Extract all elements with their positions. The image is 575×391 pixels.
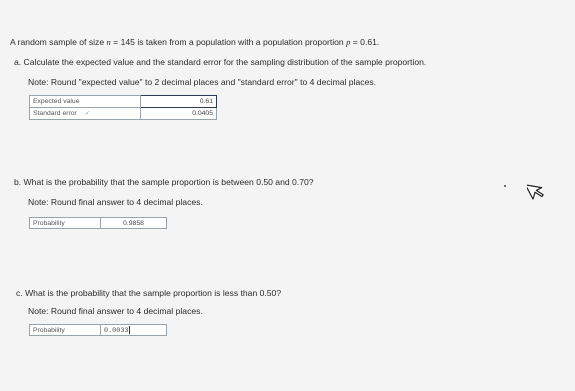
part-c-answer-table xyxy=(29,324,167,336)
part-a-prompt: a. Calculate the expected value and the standard error for the sampling distribution of the sample proportion. xyxy=(14,57,427,67)
table-row xyxy=(30,108,217,120)
expected-value-label: Expected value xyxy=(30,96,141,108)
part-c-note: Note: Round final answer to 4 decimal places. xyxy=(28,306,203,316)
probability-input-c-value: 0.0033 xyxy=(104,326,129,335)
stray-dot xyxy=(504,185,506,187)
part-c-prompt: c. What is the probability that the sample proportion is less than 0.50? xyxy=(16,288,282,298)
part-b-note: Note: Round final answer to 4 decimal places. xyxy=(28,197,203,207)
probability-input-b[interactable]: 0.9858 xyxy=(101,218,167,229)
probability-input-c[interactable] xyxy=(101,325,167,336)
check-icon: ✓ xyxy=(84,111,90,117)
part-b-prompt: b. What is the probability that the sample proportion is between 0.50 and 0.70? xyxy=(14,177,314,187)
standard-error-input[interactable]: 0.0405 xyxy=(141,108,217,120)
part-b-answer-table xyxy=(29,217,167,229)
table-row xyxy=(30,96,217,108)
text-caret xyxy=(129,326,130,334)
expected-value-input[interactable]: 0.61 xyxy=(141,96,217,108)
mouse-pointer-icon xyxy=(527,180,553,200)
part-a-answer-table xyxy=(29,95,217,120)
part-a-note: Note: Round "expected value" to 2 decimal places and "standard error" to 4 decimal places. xyxy=(28,77,377,87)
probability-label: Probability xyxy=(30,325,101,336)
intro-text-end: = 0.61. xyxy=(350,37,380,47)
n-symbol: n xyxy=(106,37,111,47)
question-intro xyxy=(10,37,379,47)
p-symbol: p xyxy=(346,37,351,47)
probability-label: Probability xyxy=(30,218,101,229)
standard-error-label-text: Standard error xyxy=(33,110,77,117)
standard-error-label xyxy=(30,108,141,120)
intro-text-start: A random sample of size xyxy=(10,37,107,47)
table-row xyxy=(30,325,167,336)
table-row xyxy=(30,218,167,229)
intro-text-middle: = 145 is taken from a population with a population proportion xyxy=(110,37,347,47)
